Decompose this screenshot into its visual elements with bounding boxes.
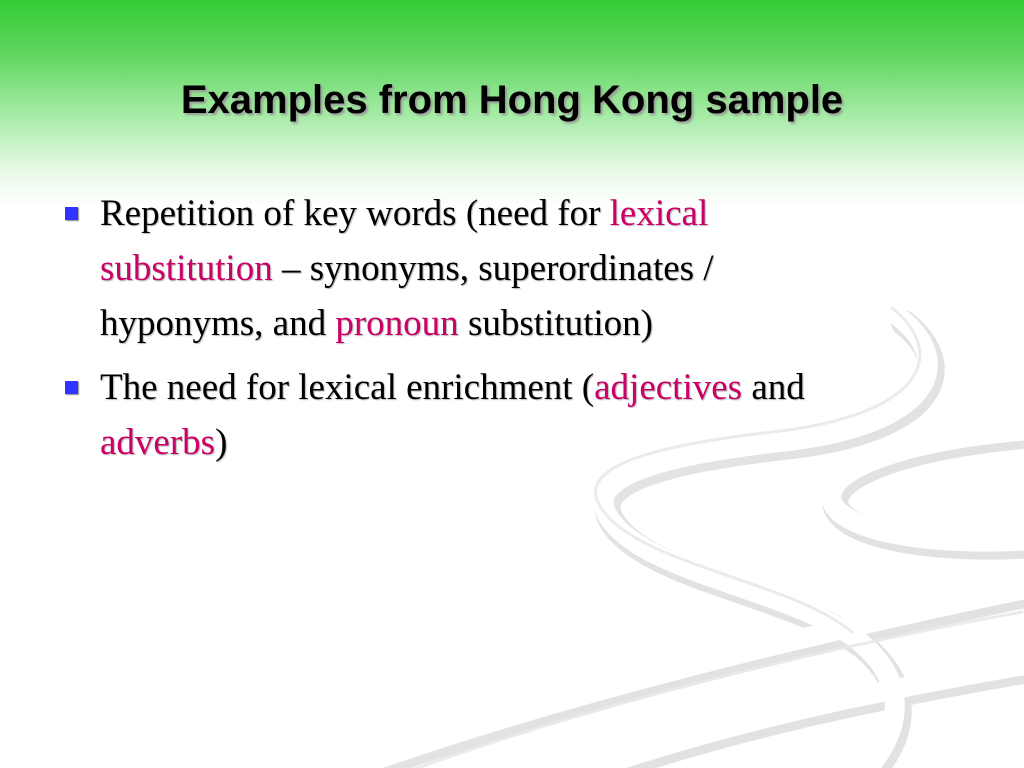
- bullet-line: [100, 186, 714, 241]
- highlighted-term: lexical: [609, 193, 709, 234]
- square-bullet-icon: [64, 360, 100, 415]
- bullet-item: [64, 186, 984, 351]
- slide-title: Examples from Hong Kong sample: [180, 78, 844, 122]
- text-segment: Repetition of key words (need for: [100, 193, 610, 234]
- text-segment: and: [742, 367, 805, 408]
- highlighted-term: adjectives: [594, 367, 743, 408]
- bullet-line: [100, 296, 714, 351]
- text-segment: substitution): [458, 303, 653, 344]
- bullet-text: [100, 360, 805, 470]
- highlighted-term: substitution: [100, 248, 273, 289]
- bullet-list: [64, 186, 984, 479]
- text-segment: ): [215, 422, 228, 463]
- bullet-line: [100, 241, 714, 296]
- square-bullet-icon: [64, 186, 100, 241]
- bullet-line: [100, 360, 805, 415]
- bullet-item: [64, 360, 984, 470]
- bullet-text: [100, 186, 714, 351]
- highlighted-term: pronoun: [335, 303, 459, 344]
- highlighted-term: adverbs: [100, 422, 216, 463]
- bullet-line: [100, 415, 805, 470]
- text-segment: The need for lexical enrichment (: [100, 367, 595, 408]
- text-segment: hyponyms, and: [100, 303, 336, 344]
- text-segment: – synonyms, superordinates /: [272, 248, 714, 289]
